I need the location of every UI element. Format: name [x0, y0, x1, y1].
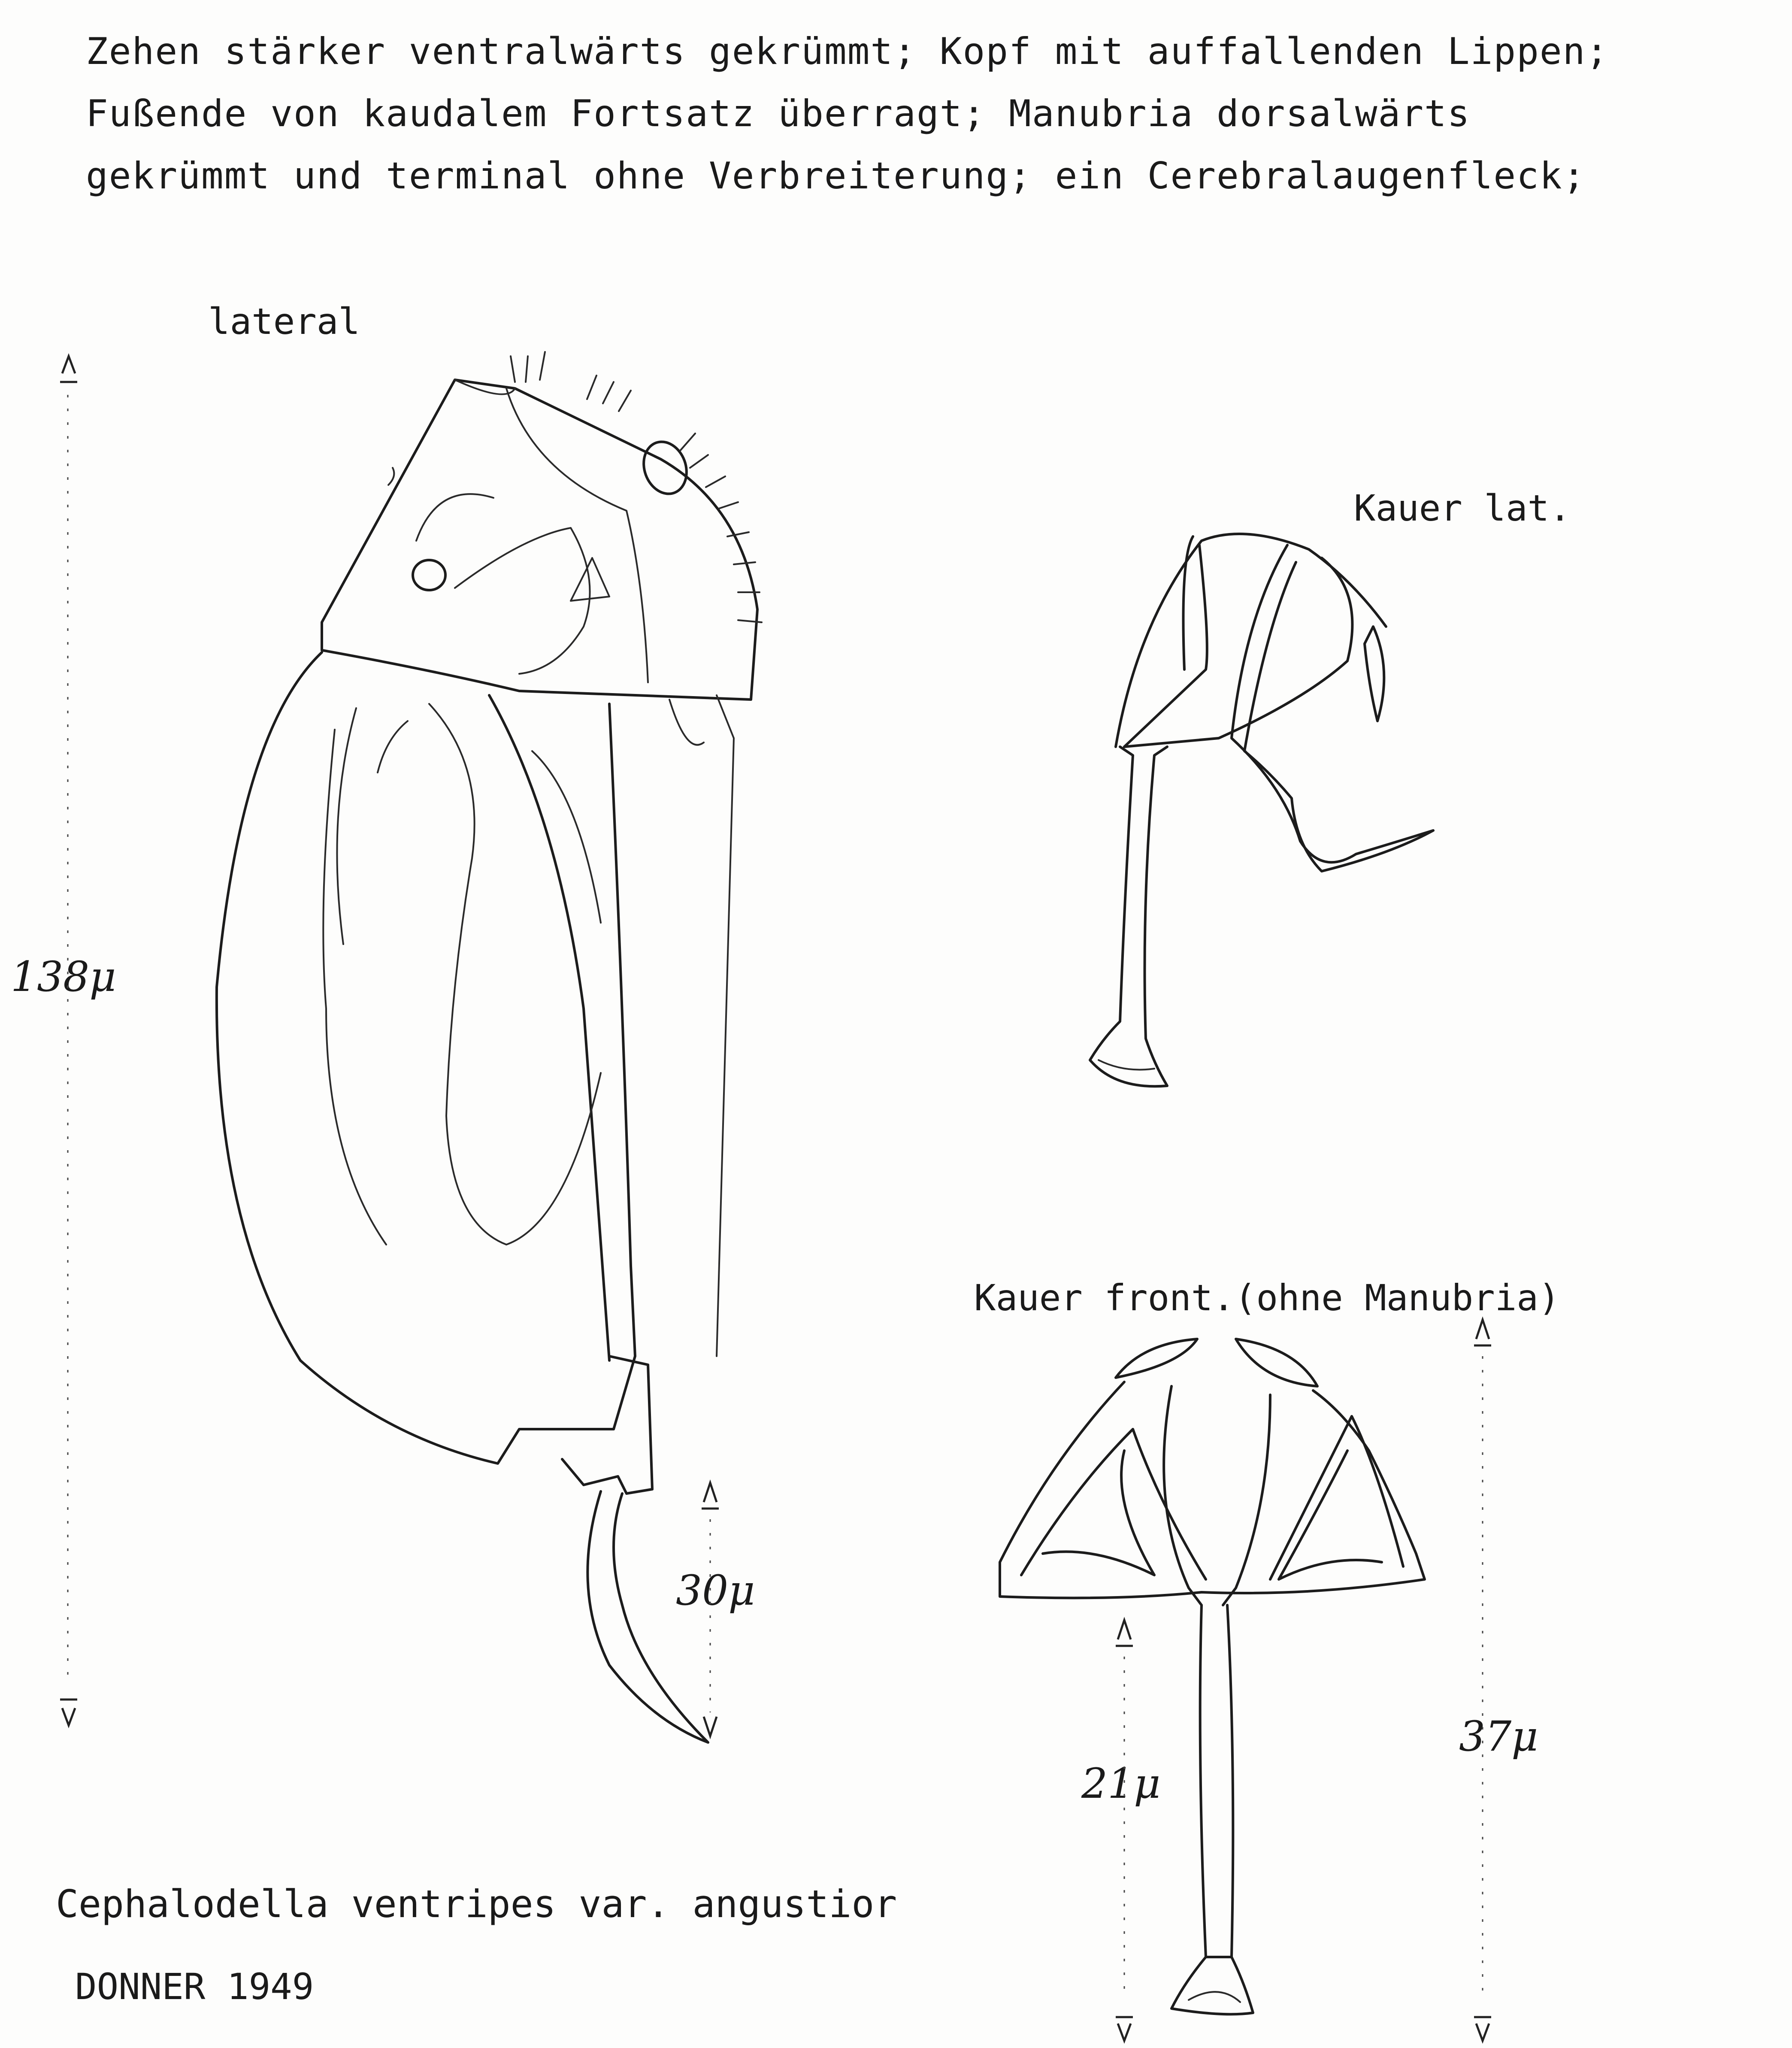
measure-toe-length: 30μ [676, 1566, 755, 1615]
label-kauer-front: Kauer front.(ohne Manubria) [974, 1277, 1560, 1319]
measure-body-length: 138μ [11, 953, 116, 1001]
header-line-3: gekrümmt und terminal ohne Verbreiterung; ein Cerebralaugenfleck; [86, 155, 1586, 197]
lateral-body-drawing [217, 352, 762, 1742]
label-lateral: lateral [208, 300, 360, 342]
label-kauer-lat: Kauer lat. [1354, 487, 1571, 529]
trophi-lateral-drawing [1090, 534, 1433, 1086]
header-line-2: Fußende von kaudalem Fortsatz überragt; Manubria dorsalwärts [86, 92, 1471, 135]
measure-manubrium-length: 21μ [1081, 1760, 1161, 1808]
trophi-frontal-drawing [1000, 1339, 1425, 2014]
measure-trophi-length: 37μ [1459, 1712, 1538, 1760]
caption-author: DONNER 1949 [75, 1966, 314, 2008]
caption-species: Cephalodella ventripes var. angustior [56, 1882, 897, 1926]
header-line-1: Zehen stärker ventralwärts gekrümmt; Kopf mit auffallenden Lippen; [86, 30, 1609, 73]
